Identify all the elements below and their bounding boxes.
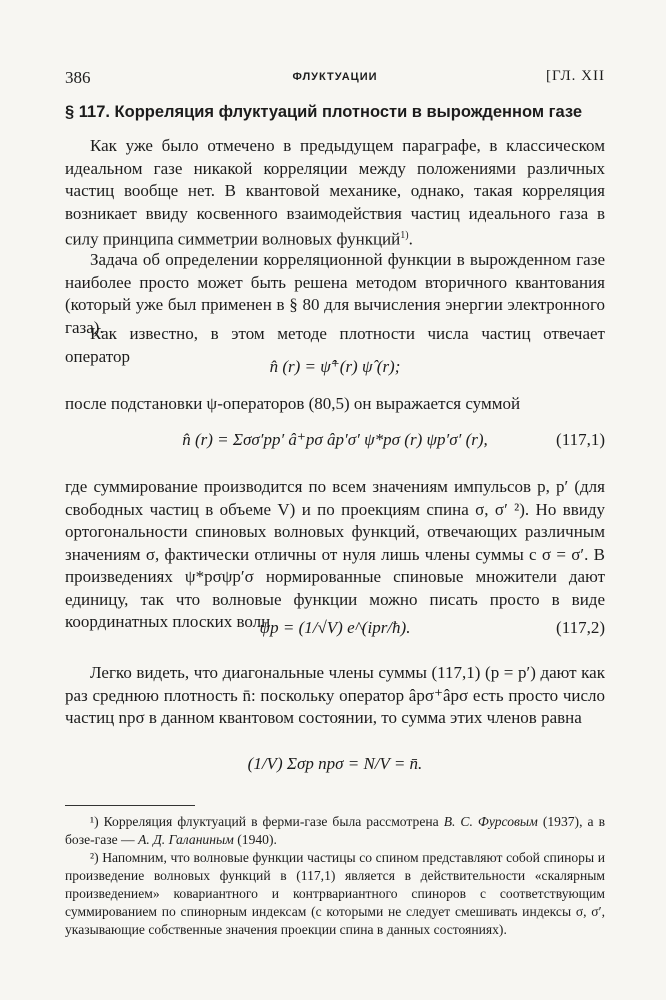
equation-117-2 (65, 608, 605, 652)
footnote-1-text-b: (1937), а в бозе-газе — (65, 814, 605, 847)
footnote-ref-1: 1) (400, 230, 409, 241)
equation-1-formula: n̂ (r) = ψ̂⁺(r) ψ̂ (r); (269, 357, 401, 376)
paragraph-1-text: Как уже было отмечено в предыдущем параграфе, в классическом идеальном газе никакой корреляции между положениями различных частиц вообще нет. В квантовой механике, однако, такая корреляция возникает ввиду косвенного взаимодействия частиц идеального газа в силу принципа симметрии волновых функций (65, 136, 605, 249)
equation-3-number: (117,2) (556, 618, 605, 637)
paragraph-4: после подстановки ψ-операторов (80,5) он выражается суммой (65, 394, 521, 413)
chapter-label: [ГЛ. XII (545, 68, 605, 84)
equation-mean-density (65, 742, 605, 788)
paragraph-2: Задача об определении корреляционной функции в вырожденном газе наиболее просто может быть решена методом вторичного квантования (который уже был применен в § 80 для вычисления энергии электронного газа). (65, 250, 605, 337)
paragraph-1-end: . (408, 229, 413, 249)
footnote-2 (65, 849, 605, 939)
equation-2-formula: n̂ (r) = Σσσ′pp′ â⁺pσ âp′σ′ ψ*pσ (r) ψp′σ′ (r), (182, 430, 488, 449)
footnote-divider (65, 805, 195, 806)
equation-117-1 (65, 420, 605, 464)
footnote-1 (65, 813, 605, 849)
equation-density-operator (65, 357, 605, 383)
section-title: § 117. Корреляция флуктуаций плотности в вырожденном газе (65, 103, 583, 121)
equation-3-formula: ψp = (1/√V) e^(ipr/ħ). (259, 618, 411, 637)
footnote-1-author-2: А. Д. Галаниным (138, 832, 234, 847)
footnote-1-author-1: В. С. Фурсовым (443, 814, 538, 829)
footnote-1-mark: ¹) (90, 814, 99, 829)
running-head: ФЛУКТУАЦИИ (292, 71, 378, 83)
paragraph-1 (65, 135, 605, 251)
paragraph-6: Легко видеть, что диагональные члены суммы (117,1) (p = p′) дают как раз среднюю плотность n̄: поскольку оператор âpσ⁺âpσ есть просто число частиц npσ в данном квантовом состоянии, то сумма этих членов равна (65, 663, 605, 727)
footnote-1-text-a: Корреляция флуктуаций в ферми-газе была рассмотрена (103, 814, 439, 829)
paragraph-5: где суммирование производится по всем значениям импульсов p, p′ (для свободных частиц в объеме V) и по проекциям спина σ, σ′ ²). Но ввиду ортогональности спиновых волновых функций, отвечающих различным значениям σ, фактически отличны от нуля лишь члены суммы с σ = σ′. В произведениях ψ*pσψp′σ нормированные спиновые множители дают единицу, так что волновые функции можно писать просто в виде координатных плоских волн (65, 477, 605, 631)
footnote-2-mark: ²) (90, 850, 99, 865)
equation-2-number: (117,1) (556, 430, 605, 449)
page-number: 386 (65, 68, 91, 87)
footnote-2-text: Напомним, что волновые функции частицы со спином представляют собой спиноры и произведение волновых функций в (117,1) является в действительности «скалярным произведением» ковариантного и контрвариантного спиноров с соответствующим суммированием по спинорным индексам (с которыми не следует смешивать индексы σ, σ′, указывающие собственные значения проекции спина в данных состояниях). (65, 850, 605, 937)
equation-4-formula: (1/V) Σσp npσ = N/V = n̄. (247, 754, 423, 773)
paragraph-3: Как известно, в этом методе плотности числа частиц отвечает оператор (65, 324, 605, 366)
page-header (65, 68, 605, 90)
footnote-1-text-c: (1940). (237, 832, 277, 847)
